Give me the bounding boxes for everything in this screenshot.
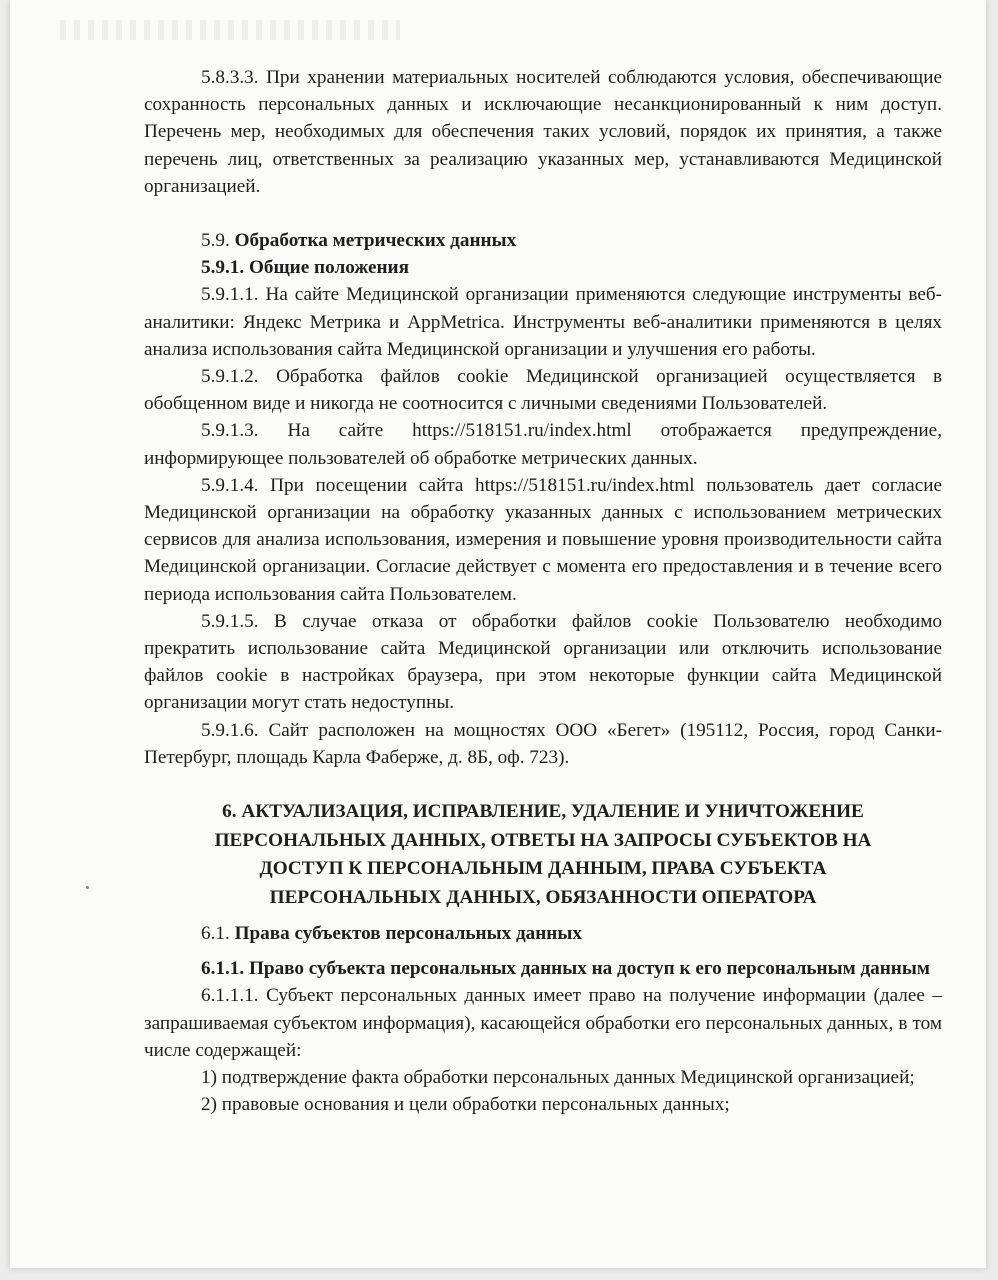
paragraph-6-1-1-1: 6.1.1.1. Субъект персональных данных имеет право на получение информации (далее – запрашиваемая субъектом информация), касающейся обработки его персональных данных, в том числе содержащей:	[144, 985, 942, 1061]
document-body	[144, 64, 942, 1119]
paragraph-5-9-1-6: 5.9.1.6. Сайт расположен на мощностях ООО «Бегет» (195112, Россия, город Санки-Петербург, площадь Карла Фаберже, д. 8Б, оф. 723).	[144, 719, 942, 768]
chapter-6-heading-line: ПЕРСОНАЛЬНЫХ ДАННЫХ, ОТВЕТЫ НА ЗАПРОСЫ СУБЪЕКТОВ НА	[214, 829, 872, 851]
paragraph-5-9-1-5: 5.9.1.5. В случае отказа от обработки файлов cookie Пользователю необходимо прекратить использование сайта Медицинской организации или отключить использование файлов cookie в настройках браузера, при этом некоторые функции сайта Медицинской организации могут стать недоступны.	[144, 610, 942, 714]
section-number: 5.9.	[201, 230, 230, 252]
section-6-1-heading	[144, 920, 942, 947]
scan-artifact	[60, 20, 400, 40]
paragraph-5-9-1-2: 5.9.1.2. Обработка файлов cookie Медицинской организацией осуществляется в обобщенном виде и никогда не соотносится с личными сведениями Пользователей.	[144, 366, 942, 415]
section-5-9-heading	[144, 227, 942, 254]
paragraph-5-8-3-3: 5.8.3.3. При хранении материальных носителей соблюдаются условия, обеспечивающие сохранность персональных данных и исключающие несанкционированный к ним доступ. Перечень мер, необходимых для обеспечения таких условий, порядок их принятия, а также перечень лиц, ответственных за реализацию указанных мер, устанавливаются Медицинской организацией.	[144, 67, 942, 197]
chapter-6-heading	[144, 798, 942, 912]
list-item-1: 1) подтверждение факта обработки персональных данных Медицинской организацией;	[201, 1067, 915, 1089]
paragraph-5-9-1-1: 5.9.1.1. На сайте Медицинской организации применяются следующие инструменты веб-аналитики: Яндекс Метрика и AppMetrica. Инструменты веб-аналитики применяются в целях анализа использования сайта Медицинской организации и улучшения его работы.	[144, 284, 942, 360]
paragraph-5-9-1-3: 5.9.1.3. На сайте https://518151.ru/index.html отображается предупреждение, информирующее пользователей об обработке метрических данных.	[144, 420, 942, 469]
chapter-6-heading-line: 6. АКТУАЛИЗАЦИЯ, ИСПРАВЛЕНИЕ, УДАЛЕНИЕ И УНИЧТОЖЕНИЕ	[222, 801, 864, 823]
chapter-6-heading-line: ПЕРСОНАЛЬНЫХ ДАННЫХ, ОБЯЗАННОСТИ ОПЕРАТОРА	[269, 886, 817, 908]
list-item-2: 2) правовые основания и цели обработки персональных данных;	[201, 1094, 730, 1116]
chapter-6-heading-line: ДОСТУП К ПЕРСОНАЛЬНЫМ ДАННЫМ, ПРАВА СУБЪЕКТА	[259, 858, 827, 880]
section-title: Права субъектов персональных данных	[234, 923, 582, 945]
paragraph-5-9-1-4: 5.9.1.4. При посещении сайта https://518151.ru/index.html пользователь дает согласие Медицинской организации на обработку указанных данных с использованием метрических сервисов для анализа использования, измерения и повышение уровня производительности сайта Медицинской организации. Согласие действует с момента его предоставления и в течение всего периода использования сайта Пользователем.	[144, 474, 942, 605]
subsection-6-1-1-heading: 6.1.1. Право субъекта персональных данных на доступ к его персональным данным	[201, 958, 930, 980]
subsection-5-9-1-heading: 5.9.1. Общие положения	[201, 257, 409, 279]
scan-speck	[86, 886, 89, 889]
section-number: 6.1.	[201, 923, 230, 945]
section-title: Обработка метрических данных	[234, 230, 517, 252]
scanned-page	[10, 0, 986, 1268]
